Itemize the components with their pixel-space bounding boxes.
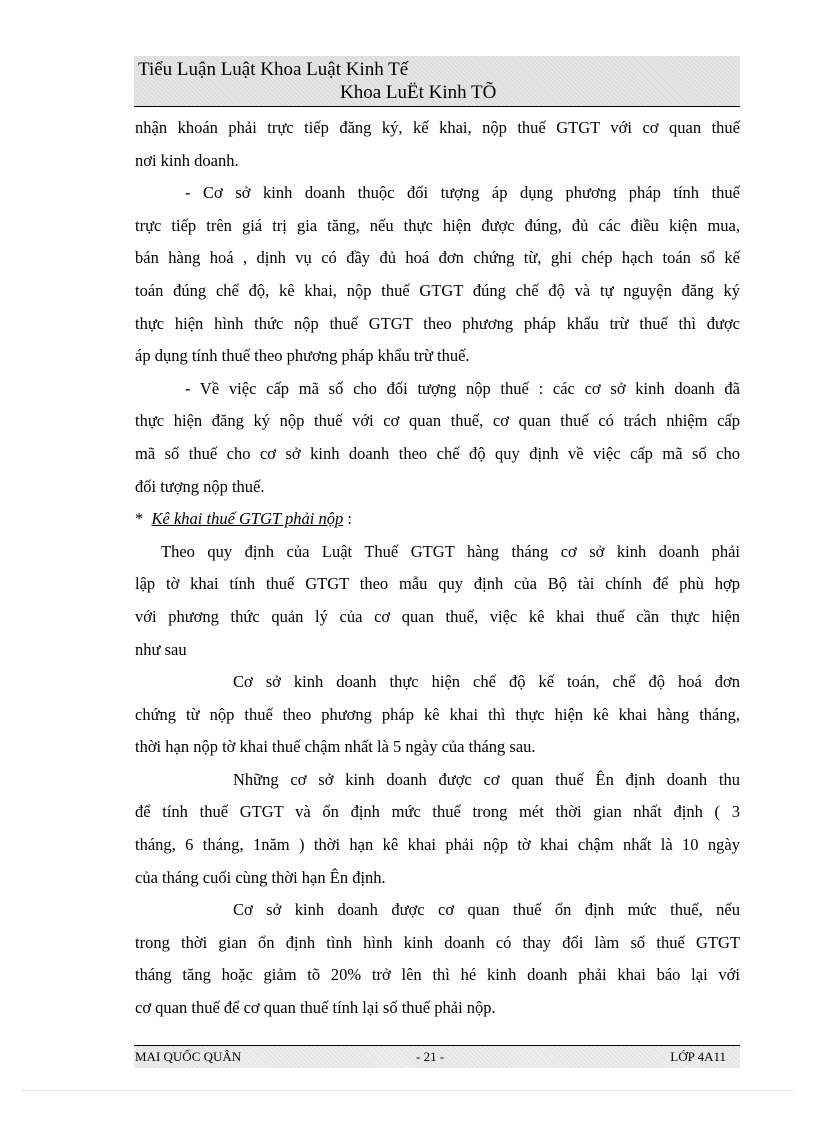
text-line: mã số thuế cho cơ sở kinh doanh theo chế độ quy định về việc cấp mã số cho xyxy=(135,443,740,463)
paragraph-5 xyxy=(135,666,740,764)
paragraph-2 xyxy=(135,177,740,373)
text-line: - Cơ sở kinh doanh thuộc đối tượng áp dụng phương pháp tính thuế xyxy=(185,183,740,203)
paragraph-4 xyxy=(135,536,740,666)
text-line: như sau xyxy=(135,639,187,659)
paragraph-3 xyxy=(135,373,740,503)
text-line: thực hiện hình thức nộp thuế GTGT theo phương pháp khẩu trừ thuế thì được xyxy=(135,313,740,333)
text-line: thực hiện đăng ký nộp thuế với cơ quan thuế, cơ quan thuế có trách nhiệm cấp xyxy=(135,411,740,431)
header-title-line1: Tiểu Luận Luật Khoa Luật Kinh Tế xyxy=(138,59,409,80)
text-line: nhận khoán phải trực tiếp đăng ký, kế khai, nộp thuế GTGT với cơ quan thuế xyxy=(135,118,740,137)
text-line: trong thời gian ổn định tình hình kinh doanh có thay đổi làm số thuế GTGT xyxy=(135,932,740,952)
header-title-line2: Khoa LuËt Kinh TÕ xyxy=(340,82,497,103)
heading-text: Kê khai thuế GTGT phải nộp xyxy=(151,509,344,529)
text-line: cơ quan thuế để cơ quan thuế tính lại số thuế phải nộp. xyxy=(135,998,496,1018)
heading-bullet: * xyxy=(135,509,144,529)
footer-class: LỚP 4A11 xyxy=(670,1049,726,1064)
text-line: - Về việc cấp mã số cho đối tượng nộp thuế : các cơ sở kinh doanh đã xyxy=(185,378,740,398)
text-line: của tháng cuối cùng thời hạn Ên định. xyxy=(135,867,386,887)
section-heading xyxy=(135,503,740,536)
text-line: thời hạn nộp tờ khai thuế chậm nhất là 5 ngày của tháng sau. xyxy=(135,737,536,757)
footer-author: MAI QUỐC QUÂN xyxy=(135,1049,242,1064)
document-body xyxy=(135,112,740,1025)
text-line: Những cơ sở kinh doanh được cơ quan thuế Ên định doanh thu xyxy=(233,769,740,789)
text-line: chứng từ nộp thuế theo phương pháp kê khai thì thực hiện kê khai hàng tháng, xyxy=(135,704,740,724)
page-header xyxy=(134,56,740,107)
text-line: toán đúng chế độ, kê khai, nộp thuế GTGT đúng chế độ và tự nguyện đăng ký xyxy=(135,280,740,300)
page-footer xyxy=(134,1045,740,1068)
text-line: Cơ sở kinh doanh được cơ quan thuế ổn định mức thuế, nếu xyxy=(233,900,740,920)
text-line: áp dụng tính thuế theo phương pháp khẩu trừ thuế. xyxy=(135,346,470,366)
paragraph-1 xyxy=(135,112,740,177)
text-line: Theo quy định của Luật Thuế GTGT hàng tháng cơ sở kinh doanh phải xyxy=(161,541,740,561)
text-line: lập tờ khai tính thuế GTGT theo mẫu quy định của Bộ tài chính để phù hợp xyxy=(135,574,740,594)
paragraph-6 xyxy=(135,764,740,894)
text-line: nơi kinh doanh. xyxy=(135,150,239,170)
footer-page-number: - 21 - xyxy=(416,1049,445,1064)
paragraph-7 xyxy=(135,894,740,1024)
text-line: tháng tăng hoặc giảm tõ 20% trở lên thì hé kinh doanh phải khai báo lại với xyxy=(135,965,740,985)
text-line: Cơ sở kinh doanh thực hiện chế độ kế toán, chế độ hoá đơn xyxy=(233,672,740,692)
heading-colon: : xyxy=(347,509,352,529)
text-line: tháng, 6 tháng, 1năm ) thời hạn kê khai phải nộp tờ khai chậm nhất là 10 ngày xyxy=(135,835,740,855)
text-line: với phương thức quản lý của cơ quan thuế, việc kê khai thuế cần thực hiện xyxy=(135,606,740,626)
text-line: bán hàng hoá , dịnh vụ có đầy đủ hoá đơn chứng từ, ghi chép hạch toán sổ kế xyxy=(135,248,740,268)
page-bottom-edge xyxy=(22,1090,794,1091)
text-line: đối tượng nộp thuế. xyxy=(135,476,265,496)
text-line: trực tiếp trên giá trị gia tăng, nếu thực hiện được đúng, đủ các điều kiện mua, xyxy=(135,215,740,235)
text-line: để tính thuế GTGT và ổn định mức thuế trong mét thời gian nhất định ( 3 xyxy=(135,802,740,822)
